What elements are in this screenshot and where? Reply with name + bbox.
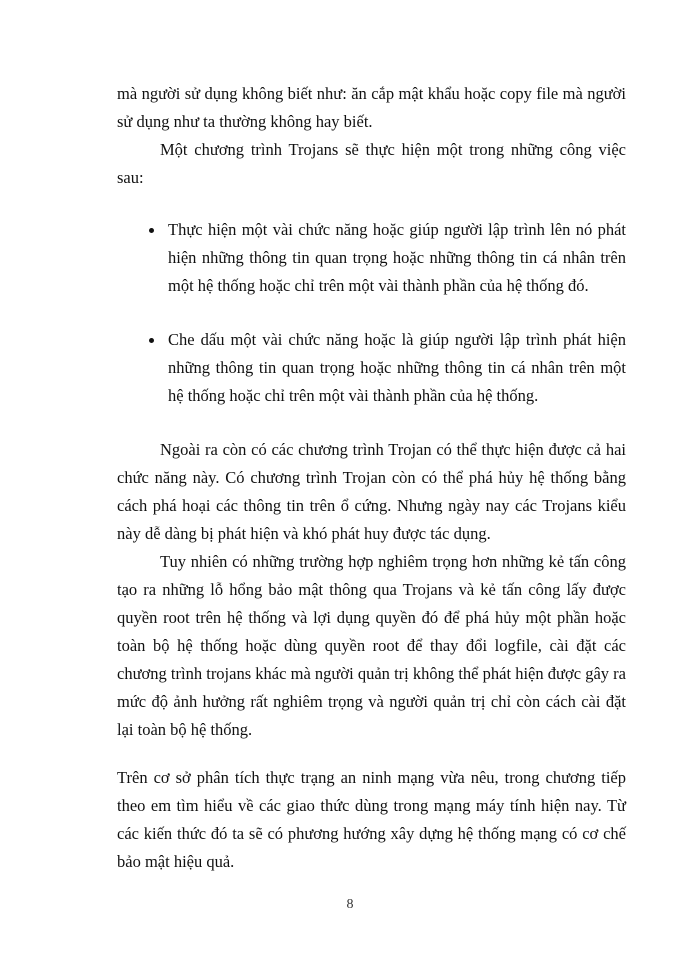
paragraph-trojan-intro: Một chương trình Trojans sẽ thực hiện một trong những công việc sau: xyxy=(117,140,626,187)
bullet-icon xyxy=(149,228,154,233)
list-item xyxy=(117,216,626,300)
page-number: 8 xyxy=(346,897,354,912)
paragraph-continuation: mà người sử dụng không biết như: ăn cắp mật khẩu hoặc copy file mà người sử dụng như ta thường không hay biết. xyxy=(117,84,626,131)
list-item xyxy=(117,326,626,410)
trojan-tasks-list xyxy=(117,216,626,410)
document-body xyxy=(117,80,626,876)
list-item-text: Che dấu một vài chức năng hoặc là giúp người lập trình phát hiện những thông tin quan trọng hoặc những thông tin cá nhân trên một hệ thống hoặc chỉ trên một vài thành phần của hệ thống. xyxy=(168,330,626,405)
paragraph-conclusion: Trên cơ sở phân tích thực trạng an ninh mạng vừa nêu, trong chương tiếp theo em tìm hiểu về các giao thức dùng trong mạng máy tính hiện nay. Từ các kiến thức đó ta sẽ có phương hướng xây dựng hệ thống mạng có cơ chế bảo mật hiệu quả. xyxy=(117,768,626,871)
paragraph-serious-cases: Tuy nhiên có những trường hợp nghiêm trọng hơn những kẻ tấn công tạo ra những lỗ hổng bảo mật thông qua Trojans và kẻ tấn công lấy được quyền root trên hệ thống và lợi dụng quyền đó để phá hủy một phần hoặc toàn bộ hệ thống hoặc dùng quyền root để thay đổi logfile, cài đặt các chương trình trojans khác mà người quản trị không thể phát hiện được gây ra mức độ ảnh hưởng rất nghiêm trọng và người quản trị chỉ còn cách cài đặt lại toàn bộ hệ thống. xyxy=(117,552,626,739)
paragraph-trojan-both: Ngoài ra còn có các chương trình Trojan có thể thực hiện được cả hai chức năng này. Có chương trình Trojan còn có thể phá hủy hệ thống bằng cách phá hoại các thông tin trên ổ cứng. Nhưng ngày nay các Trojans kiểu này dễ dàng bị phát hiện và khó phát huy được tác dụng. xyxy=(117,440,626,543)
list-item-text: Thực hiện một vài chức năng hoặc giúp người lập trình lên nó phát hiện những thông tin quan trọng hoặc những thông tin cá nhân trên một hệ thống hoặc chỉ trên một vài thành phần của hệ thống đó. xyxy=(168,220,626,295)
bullet-icon xyxy=(149,338,154,343)
